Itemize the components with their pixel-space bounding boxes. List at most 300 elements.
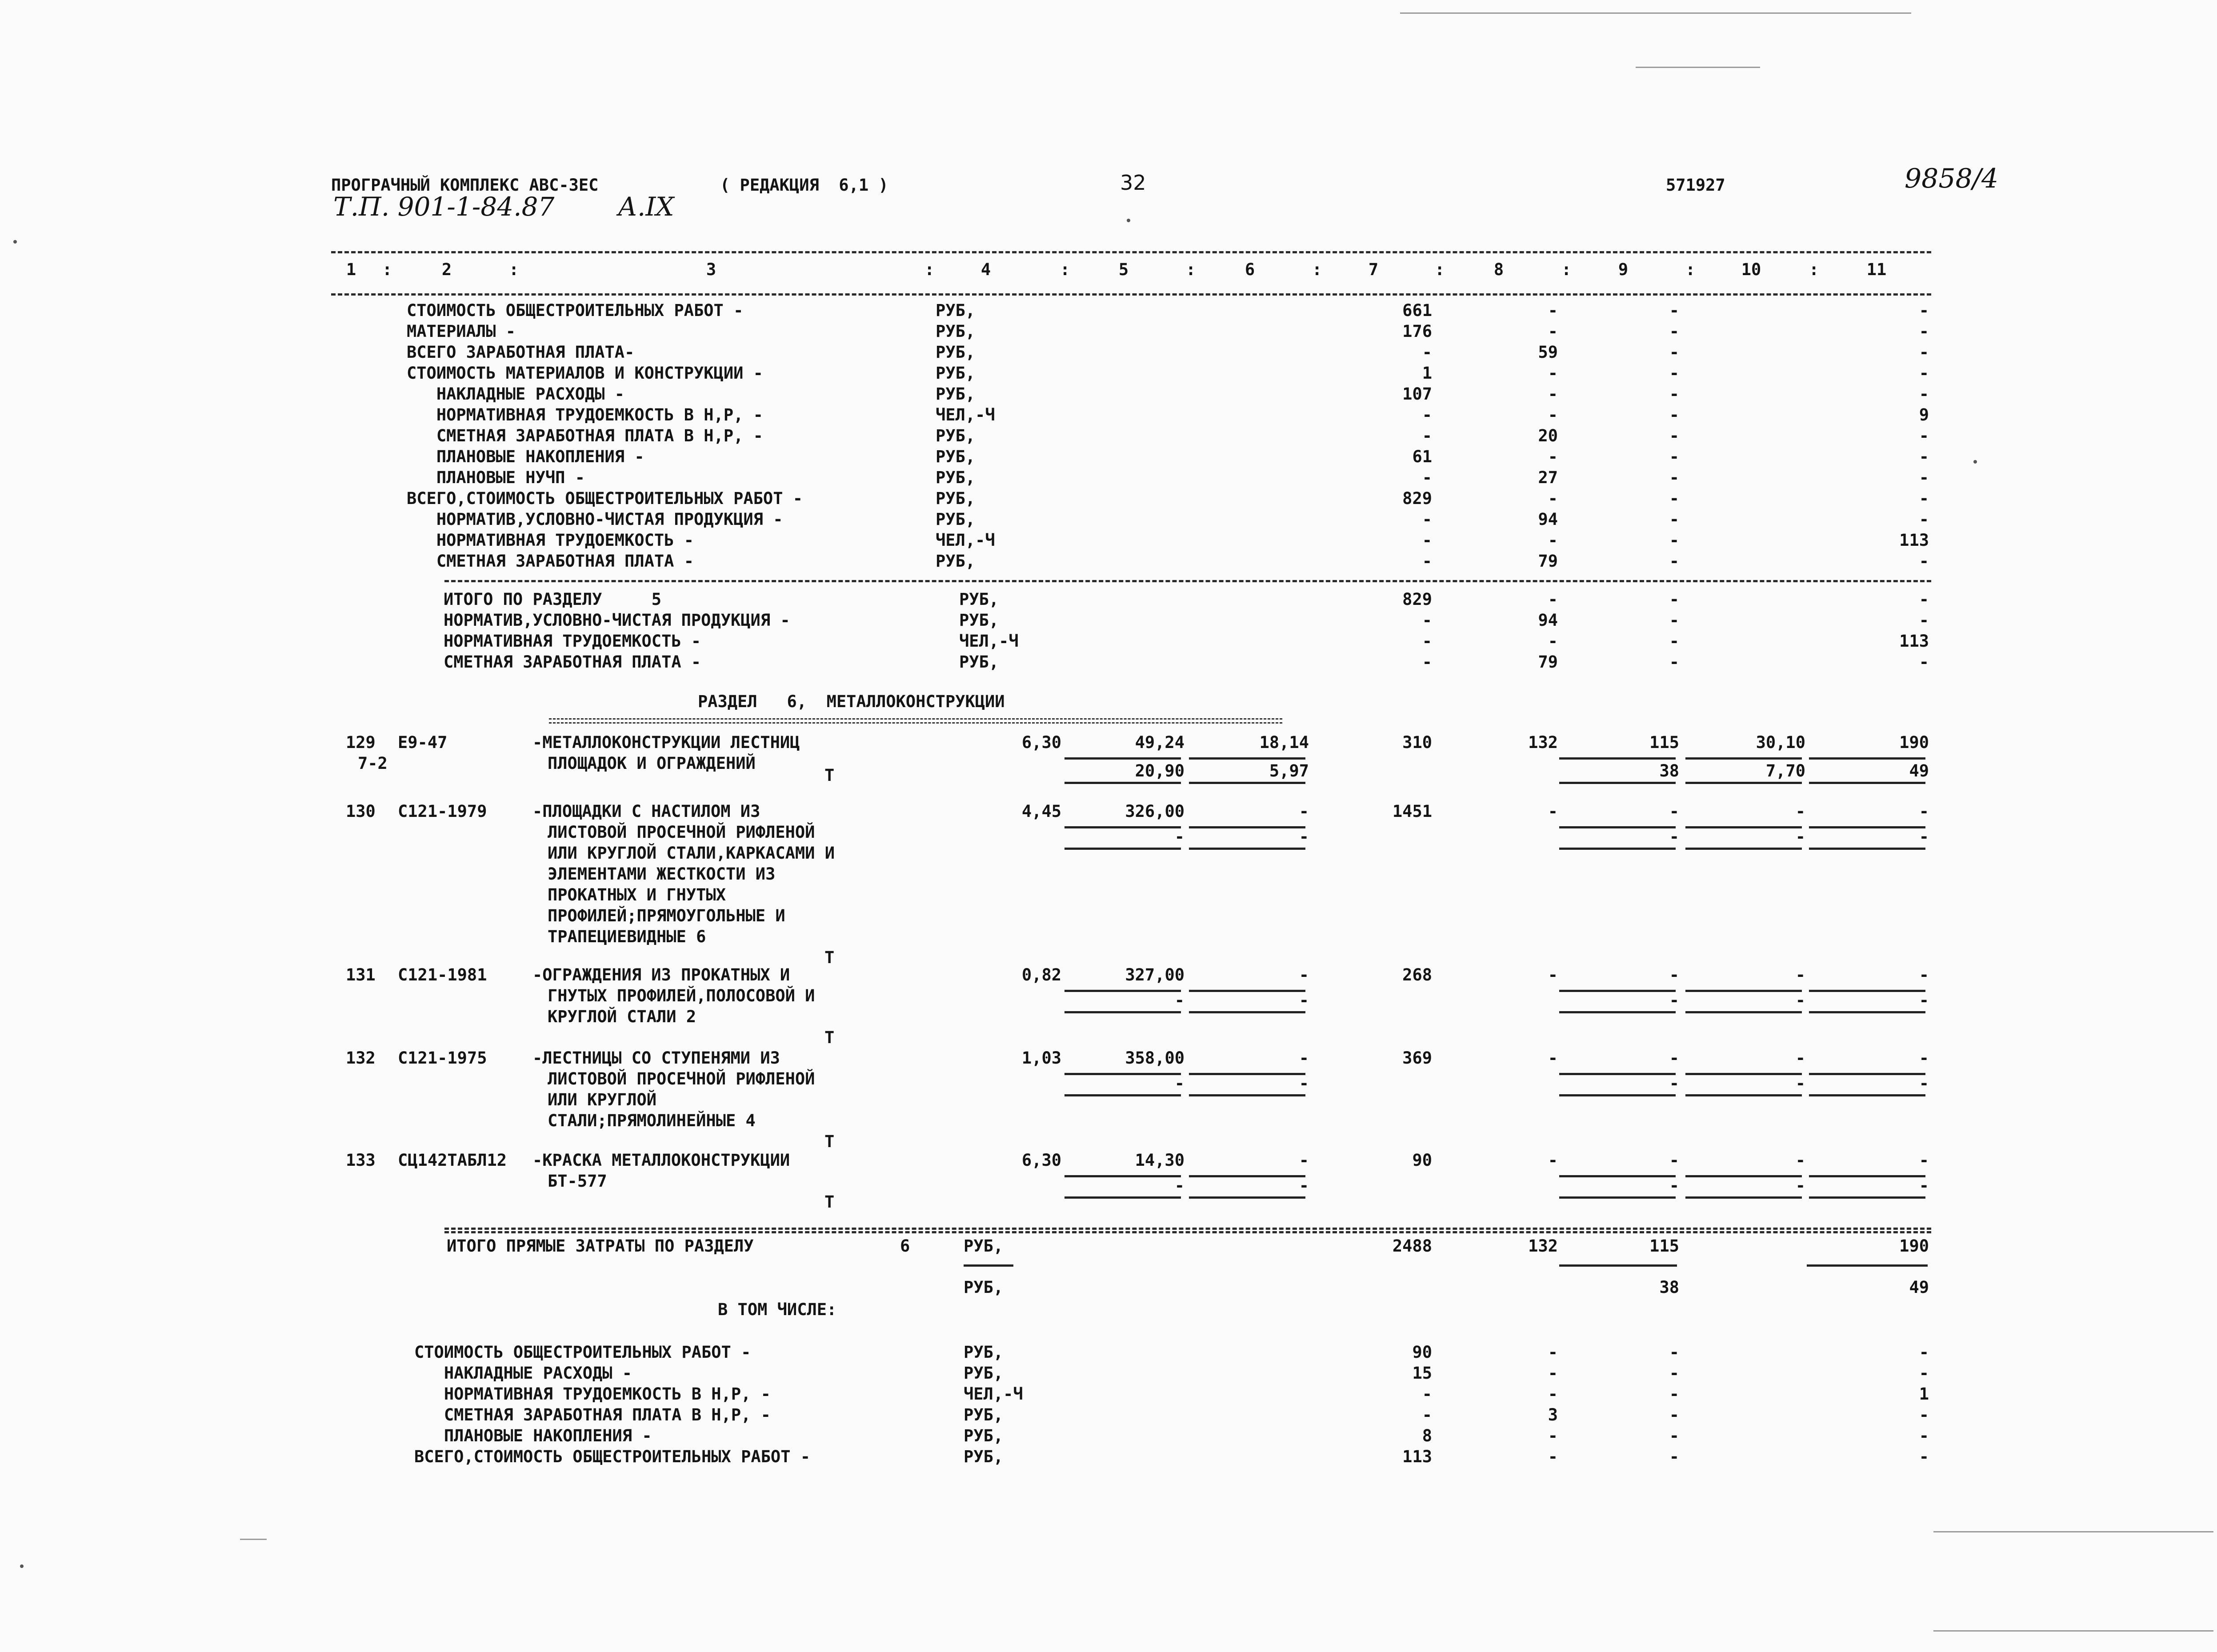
item-code: С121-1981: [398, 965, 487, 984]
cell-c7: 1451: [1392, 802, 1432, 821]
summary-row-label: НОРМАТИВНАЯ ТРУДОЕМКОСТЬ -: [407, 531, 694, 550]
item-t-mark: Т: [824, 1028, 835, 1047]
total-underline: [1559, 1264, 1677, 1267]
cell-c7: 15: [1412, 1364, 1432, 1383]
cell-c10: -: [1795, 965, 1805, 984]
cell-sub-s5: 20,90: [1135, 761, 1185, 780]
cell-sub-s11: -: [1919, 991, 1929, 1010]
cell-c5: 326,00: [1125, 802, 1185, 821]
cell-c4: 1,03: [1021, 1048, 1061, 1068]
cell-c9: -: [1669, 426, 1679, 445]
project-code: Т.П. 901-1-84.87: [333, 192, 555, 222]
cell-c8: -: [1548, 384, 1558, 404]
cell-c9: -: [1669, 590, 1679, 609]
cell-sub-s10: -: [1795, 1176, 1805, 1195]
album-number: А.IX: [618, 192, 674, 222]
sub-underline: [1809, 1196, 1925, 1199]
item-description: ИЛИ КРУГЛОЙ: [548, 1090, 657, 1109]
cell-c9: -: [1669, 405, 1679, 424]
cell-c9: -: [1669, 1048, 1679, 1068]
sub-underline: [1685, 782, 1802, 784]
cell-c9: -: [1669, 652, 1679, 672]
item-code-line2: 7-2: [358, 754, 388, 773]
cell-c8: -: [1548, 364, 1558, 383]
unit-underline: [964, 1264, 1013, 1267]
document-code: 571927: [1666, 176, 1725, 195]
cell-c11: 190: [1899, 733, 1929, 752]
summary-row-label: НОРМАТИВ,УСЛОВНО-ЧИСТАЯ ПРОДУКЦИЯ -: [444, 611, 790, 630]
cell-c7: 310: [1402, 733, 1432, 752]
price-underline: [1559, 757, 1676, 760]
cell-sub-s5: -: [1174, 1176, 1185, 1195]
cell-c10: -: [1795, 1048, 1805, 1068]
cell-c9: -: [1669, 1426, 1679, 1445]
sub-underline: [1809, 1011, 1925, 1013]
cell-c10: -: [1795, 1151, 1805, 1170]
unit: РУБ,: [959, 590, 999, 609]
cell-c11: 9: [1919, 405, 1929, 424]
sub-underline: [1189, 1011, 1305, 1013]
cell-c7: -: [1422, 510, 1432, 529]
sub-underline: [1809, 782, 1925, 784]
summary-row-label: ПЛАНОВЫЕ НАКОПЛЕНИЯ -: [414, 1426, 652, 1445]
column-number: 3: [706, 260, 716, 279]
section-underline: [549, 718, 1282, 724]
cell-c7: 8: [1422, 1426, 1432, 1445]
item-description: -ПЛОЩАДКИ С НАСТИЛОМ ИЗ: [532, 802, 760, 821]
item-description: КРУГЛОЙ СТАЛИ 2: [548, 1007, 696, 1026]
item-t-mark: Т: [824, 766, 835, 785]
cell-c8: -: [1548, 1048, 1558, 1068]
scan-edge: [1636, 67, 1760, 68]
cell-c8: -: [1548, 1343, 1558, 1362]
cell-c7: -: [1422, 552, 1432, 571]
unit: ЧЕЛ,-Ч: [959, 632, 1019, 651]
sub-underline: [1189, 848, 1305, 850]
sub-underline: [1559, 848, 1676, 850]
cell-c7: -: [1422, 632, 1432, 651]
cell-c11: -: [1919, 1343, 1929, 1362]
cell-sub-s6: -: [1299, 991, 1309, 1010]
sub-underline: [1685, 1011, 1802, 1013]
cell-c9: -: [1669, 802, 1679, 821]
item-number: 129: [346, 733, 376, 752]
item-code: СЦ142ТАБЛ12: [398, 1151, 507, 1170]
column-separator: :: [1685, 260, 1696, 279]
item-t-mark: Т: [824, 948, 835, 967]
cell-c8: 20: [1538, 426, 1558, 445]
cell-c9: -: [1669, 447, 1679, 466]
cell-c9: -: [1669, 1447, 1679, 1466]
column-separator: :: [1809, 260, 1819, 279]
cell-sub-s9: 38: [1659, 761, 1679, 780]
summary-row-label: НАКЛАДНЫЕ РАСХОДЫ -: [407, 384, 625, 404]
cell-c11: -: [1919, 364, 1929, 383]
total-c7: 2488: [1392, 1236, 1432, 1256]
price-underline: [1685, 757, 1802, 760]
summary-row-label: СТОИМОСТЬ МАТЕРИАЛОВ И КОНСТРУКЦИИ -: [407, 364, 763, 383]
cell-c7: 268: [1402, 965, 1432, 984]
item-code: Е9-47: [398, 733, 448, 752]
summary-row-label: ВСЕГО ЗАРАБОТНАЯ ПЛАТА-: [407, 343, 635, 362]
cell-c8: -: [1548, 1151, 1558, 1170]
item-t-mark: Т: [824, 1132, 835, 1151]
cell-c11: -: [1919, 965, 1929, 984]
cell-c4: 4,45: [1021, 802, 1061, 821]
cell-c7: -: [1422, 611, 1432, 630]
unit: РУБ,: [936, 447, 976, 466]
total-underline: [1807, 1264, 1928, 1267]
sub-underline: [1189, 782, 1305, 784]
top-rule: [331, 251, 1931, 253]
cell-c8: -: [1548, 447, 1558, 466]
item-description: -МЕТАЛЛОКОНСТРУКЦИИ ЛЕСТНИЦ: [532, 733, 800, 752]
cell-sub-s10: -: [1795, 991, 1805, 1010]
cell-c11: -: [1919, 384, 1929, 404]
summary-row-label: СМЕТНАЯ ЗАРАБОТНАЯ ПЛАТА В Н,Р, -: [414, 1405, 771, 1424]
cell-c5: 14,30: [1135, 1151, 1185, 1170]
cell-c7: 90: [1412, 1151, 1432, 1170]
cell-sub-s10: 7,70: [1765, 761, 1805, 780]
column-separator: :: [1060, 260, 1070, 279]
cell-c8: -: [1548, 1426, 1558, 1445]
sub-underline: [1064, 1094, 1181, 1096]
cell-sub-s6: -: [1299, 827, 1309, 846]
cell-c4: 0,82: [1021, 965, 1061, 984]
summary-row-label: ИТОГО ПО РАЗДЕЛУ 5: [444, 590, 662, 609]
unit: РУБ,: [964, 1343, 1004, 1362]
cell-c11: -: [1919, 1447, 1929, 1466]
cell-c11: -: [1919, 426, 1929, 445]
cell-c9: -: [1669, 322, 1679, 341]
unit: РУБ,: [964, 1405, 1004, 1424]
cell-c11: -: [1919, 652, 1929, 672]
total-sub-c9: 38: [1659, 1278, 1679, 1297]
unit: РУБ,: [936, 301, 976, 320]
item-description: ЛИСТОВОЙ ПРОСЕЧНОЙ РИФЛЕНОЙ: [548, 1069, 815, 1088]
cell-c7: 107: [1402, 384, 1432, 404]
summary-row-label: НОРМАТИВНАЯ ТРУДОЕМКОСТЬ В Н,Р, -: [407, 405, 763, 424]
unit: РУБ,: [964, 1236, 1004, 1256]
unit: РУБ,: [959, 652, 999, 672]
header-rule: [331, 293, 1931, 296]
cell-c7: 829: [1402, 489, 1432, 508]
cell-c6: 18,14: [1259, 733, 1309, 752]
speck: [13, 240, 17, 244]
cell-c11: -: [1919, 552, 1929, 571]
cell-c7: -: [1422, 343, 1432, 362]
cell-c9: -: [1669, 468, 1679, 487]
cell-c10: -: [1795, 802, 1805, 821]
cell-c8: -: [1548, 1364, 1558, 1383]
cell-c8: -: [1548, 632, 1558, 651]
summary-row-label: СТОИМОСТЬ ОБЩЕСТРОИТЕЛЬНЫХ РАБОТ -: [414, 1343, 751, 1362]
cell-sub-s10: -: [1795, 1074, 1805, 1093]
sub-underline: [1559, 1011, 1676, 1013]
cell-c8: 79: [1538, 652, 1558, 672]
cell-c11: -: [1919, 611, 1929, 630]
cell-c11: -: [1919, 322, 1929, 341]
unit: РУБ,: [936, 384, 976, 404]
cell-c11: -: [1919, 802, 1929, 821]
cell-c11: -: [1919, 1426, 1929, 1445]
unit: РУБ,: [936, 364, 976, 383]
total-label: ИТОГО ПРЯМЫЕ ЗАТРАТЫ ПО РАЗДЕЛУ: [447, 1236, 754, 1256]
total-rule: [444, 1231, 1931, 1233]
item-description: ТРАПЕЦИЕВИДНЫЕ 6: [548, 927, 706, 946]
column-number: 1: [346, 260, 356, 279]
column-number: 2: [441, 260, 452, 279]
item-number: 130: [346, 802, 376, 821]
cell-sub-s6: -: [1299, 1074, 1309, 1093]
cell-c11: -: [1919, 489, 1929, 508]
item-description: -КРАСКА МЕТАЛЛОКОНСТРУКЦИИ: [532, 1151, 790, 1170]
column-number: 8: [1493, 260, 1504, 279]
cell-c8: -: [1548, 405, 1558, 424]
cell-sub-s6: -: [1299, 1176, 1309, 1195]
item-number: 132: [346, 1048, 376, 1068]
summary-row-label: ПЛАНОВЫЕ НАКОПЛЕНИЯ -: [407, 447, 644, 466]
cell-c11: 113: [1899, 632, 1929, 651]
item-description: ПЛОЩАДОК И ОГРАЖДЕНИЙ: [548, 754, 756, 773]
cell-sub-s5: -: [1174, 1074, 1185, 1093]
summary-row-label: СМЕТНАЯ ЗАРАБОТНАЯ ПЛАТА -: [444, 652, 701, 672]
column-separator: :: [924, 260, 935, 279]
cell-c9: -: [1669, 611, 1679, 630]
cell-c9: -: [1669, 301, 1679, 320]
cell-c5: 49,24: [1135, 733, 1185, 752]
item-number: 133: [346, 1151, 376, 1170]
column-number: 10: [1741, 260, 1761, 279]
cell-sub-s9: -: [1669, 991, 1679, 1010]
cell-c6: -: [1299, 1151, 1309, 1170]
cell-c11: -: [1919, 343, 1929, 362]
sub-underline: [1559, 1094, 1676, 1096]
cell-c9: -: [1669, 510, 1679, 529]
cell-c9: -: [1669, 1364, 1679, 1383]
sub-underline: [1809, 848, 1925, 850]
unit: ЧЕЛ,-Ч: [936, 531, 995, 550]
unit: РУБ,: [936, 552, 976, 571]
cell-c9: -: [1669, 489, 1679, 508]
cell-sub-s10: -: [1795, 827, 1805, 846]
cell-sub-s11: -: [1919, 1074, 1929, 1093]
summary-row-label: СТОИМОСТЬ ОБЩЕСТРОИТЕЛЬНЫХ РАБОТ -: [407, 301, 744, 320]
sub-underline: [1064, 1196, 1181, 1199]
including-label: В ТОМ ЧИСЛЕ:: [718, 1300, 837, 1319]
unit: РУБ,: [936, 426, 976, 445]
column-separator: :: [1435, 260, 1445, 279]
cell-c7: 176: [1402, 322, 1432, 341]
item-code: С121-1979: [398, 802, 487, 821]
summary-row-label: ПЛАНОВЫЕ НУЧП -: [407, 468, 585, 487]
unit: РУБ,: [936, 510, 976, 529]
program-name: ПРОГРАЧНЫЙ КОМПЛЕКС АВС-3ЕС: [331, 176, 599, 195]
cell-c7: -: [1422, 468, 1432, 487]
cell-c7: -: [1422, 652, 1432, 672]
cell-c9: -: [1669, 343, 1679, 362]
cell-sub-s9: -: [1669, 1074, 1679, 1093]
subtotal-rule: [444, 580, 1931, 582]
item-number: 131: [346, 965, 376, 984]
cell-c7: 90: [1412, 1343, 1432, 1362]
summary-row-label: СМЕТНАЯ ЗАРАБОТНАЯ ПЛАТА В Н,Р, -: [407, 426, 763, 445]
section-title: РАЗДЕЛ 6, МЕТАЛЛОКОНСТРУКЦИИ: [698, 692, 1005, 711]
sub-underline: [1685, 1196, 1802, 1199]
cell-c7: 113: [1402, 1447, 1432, 1466]
total-section: 6: [900, 1236, 910, 1256]
sub-underline: [1685, 1094, 1802, 1096]
sub-underline: [1189, 1196, 1305, 1199]
cell-c9: -: [1669, 1384, 1679, 1404]
cell-c4: 6,30: [1021, 1151, 1061, 1170]
cell-sub-s11: -: [1919, 1176, 1929, 1195]
cell-c9: -: [1669, 1405, 1679, 1424]
column-separator: :: [1561, 260, 1572, 279]
total-c8: 132: [1528, 1236, 1558, 1256]
cell-c7: -: [1422, 1405, 1432, 1424]
cell-c9: -: [1669, 552, 1679, 571]
total-c9: 115: [1649, 1236, 1679, 1256]
cell-c5: 327,00: [1125, 965, 1185, 984]
cell-c4: 6,30: [1021, 733, 1061, 752]
sub-underline: [1559, 1196, 1676, 1199]
cell-sub-s11: 49: [1909, 761, 1929, 780]
summary-row-label: НОРМАТИВНАЯ ТРУДОЕМКОСТЬ -: [444, 632, 701, 651]
item-description: ГНУТЫХ ПРОФИЛЕЙ,ПОЛОСОВОЙ И: [548, 986, 815, 1005]
cell-c8: 3: [1548, 1405, 1558, 1424]
unit: РУБ,: [964, 1447, 1004, 1466]
cell-c8: -: [1548, 965, 1558, 984]
sub-underline: [1189, 1094, 1305, 1096]
cell-c7: 661: [1402, 301, 1432, 320]
column-separator: :: [1312, 260, 1322, 279]
summary-row-label: МАТЕРИАЛЫ -: [407, 322, 516, 341]
cell-c9: -: [1669, 531, 1679, 550]
cell-c7: -: [1422, 405, 1432, 424]
edition-label: ( РЕДАКЦИЯ 6,1 ): [720, 176, 888, 195]
unit: РУБ,: [936, 468, 976, 487]
cell-c11: -: [1919, 1151, 1929, 1170]
item-description: БТ-577: [548, 1172, 607, 1191]
cell-c8: -: [1548, 1447, 1558, 1466]
cell-c11: -: [1919, 468, 1929, 487]
total-sub-c11: 49: [1909, 1278, 1929, 1297]
cell-c6: -: [1299, 802, 1309, 821]
cell-c9: 115: [1649, 733, 1679, 752]
cell-c8: -: [1548, 301, 1558, 320]
page-number: 32: [1120, 171, 1146, 195]
item-t-mark: Т: [824, 1192, 835, 1212]
speck: [1973, 460, 1977, 464]
scan-edge: [1400, 12, 1911, 14]
item-description: ЭЛЕМЕНТАМИ ЖЕСТКОСТИ ИЗ: [548, 864, 776, 884]
item-description: -ЛЕСТНИЦЫ СО СТУПЕНЯМИ ИЗ: [532, 1048, 780, 1068]
column-separator: :: [382, 260, 392, 279]
sub-underline: [1064, 1011, 1181, 1013]
column-number: 5: [1118, 260, 1129, 279]
cell-c7: 829: [1402, 590, 1432, 609]
summary-row-label: НОРМАТИВ,УСЛОВНО-ЧИСТАЯ ПРОДУКЦИЯ -: [407, 510, 783, 529]
cell-c9: -: [1669, 1151, 1679, 1170]
cell-c6: -: [1299, 965, 1309, 984]
scan-edge: [240, 1539, 267, 1540]
item-code: С121-1975: [398, 1048, 487, 1068]
unit: РУБ,: [964, 1278, 1004, 1297]
column-number: 11: [1866, 260, 1887, 279]
unit: РУБ,: [936, 343, 976, 362]
cell-c11: -: [1919, 1048, 1929, 1068]
cell-c5: 358,00: [1125, 1048, 1185, 1068]
speck: [1127, 219, 1130, 222]
cell-c11: 1: [1919, 1384, 1929, 1404]
cell-c9: -: [1669, 1343, 1679, 1362]
cell-c8: 79: [1538, 552, 1558, 571]
column-separator: :: [509, 260, 519, 279]
item-description: ПРОФИЛЕЙ;ПРЯМОУГОЛЬНЫЕ И: [548, 906, 785, 925]
scan-edge: [1933, 1630, 2213, 1632]
cell-c7: -: [1422, 531, 1432, 550]
sub-underline: [1064, 782, 1181, 784]
cell-c9: -: [1669, 965, 1679, 984]
summary-row-label: ВСЕГО,СТОИМОСТЬ ОБЩЕСТРОИТЕЛЬНЫХ РАБОТ -: [407, 489, 803, 508]
column-number: 9: [1618, 260, 1629, 279]
cell-c8: 94: [1538, 510, 1558, 529]
cell-c8: -: [1548, 489, 1558, 508]
price-underline: [1064, 757, 1181, 760]
unit: РУБ,: [959, 611, 999, 630]
total-c11: 190: [1899, 1236, 1929, 1256]
cell-c8: 94: [1538, 611, 1558, 630]
price-underline: [1809, 757, 1925, 760]
cell-sub-s9: -: [1669, 827, 1679, 846]
cell-c6: -: [1299, 1048, 1309, 1068]
cell-c8: 59: [1538, 343, 1558, 362]
sub-underline: [1559, 782, 1676, 784]
summary-row-label: СМЕТНАЯ ЗАРАБОТНАЯ ПЛАТА -: [407, 552, 694, 571]
sub-underline: [1809, 1094, 1925, 1096]
item-description: ПРОКАТНЫХ И ГНУТЫХ: [548, 885, 726, 904]
sub-underline: [1064, 848, 1181, 850]
cell-c11: -: [1919, 301, 1929, 320]
cell-c11: -: [1919, 447, 1929, 466]
item-description: ЛИСТОВОЙ ПРОСЕЧНОЙ РИФЛЕНОЙ: [548, 823, 815, 842]
cell-c11: -: [1919, 510, 1929, 529]
cell-c8: -: [1548, 322, 1558, 341]
cell-c9: -: [1669, 384, 1679, 404]
item-description: ИЛИ КРУГЛОЙ СТАЛИ,КАРКАСАМИ И: [548, 844, 835, 863]
summary-row-label: НАКЛАДНЫЕ РАСХОДЫ -: [414, 1364, 632, 1383]
scan-edge: [1933, 1531, 2213, 1532]
cell-c7: -: [1422, 1384, 1432, 1404]
cell-c7: 369: [1402, 1048, 1432, 1068]
column-number: 7: [1368, 260, 1379, 279]
cell-c8: -: [1548, 531, 1558, 550]
cell-c8: 27: [1538, 468, 1558, 487]
summary-row-label: НОРМАТИВНАЯ ТРУДОЕМКОСТЬ В Н,Р, -: [414, 1384, 771, 1404]
cell-c7: -: [1422, 426, 1432, 445]
unit: ЧЕЛ,-Ч: [964, 1384, 1023, 1404]
unit: РУБ,: [936, 322, 976, 341]
cell-sub-s6: 5,97: [1269, 761, 1309, 780]
cell-c7: 1: [1422, 364, 1432, 383]
cell-sub-s5: -: [1174, 827, 1185, 846]
sub-underline: [1685, 848, 1802, 850]
cell-c11: -: [1919, 590, 1929, 609]
total-rule: [444, 1228, 1931, 1230]
speck: [20, 1564, 24, 1568]
unit: ЧЕЛ,-Ч: [936, 405, 995, 424]
